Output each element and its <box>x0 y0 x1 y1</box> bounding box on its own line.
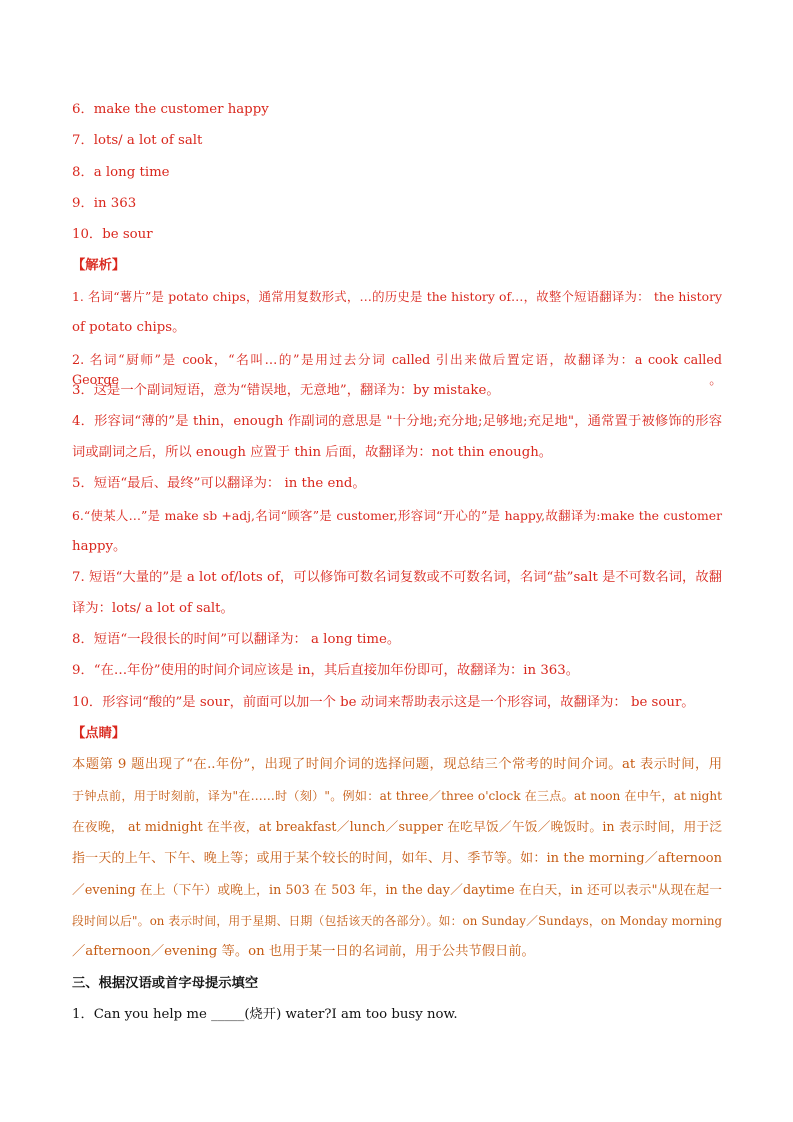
analysis-line: 10．形容词“酸的”是 sour，前面可以加一个 be 动词来帮助表示这是一个形容词，故翻译为： be sour。 <box>72 695 695 710</box>
tips-line: ／evening 在上（下午）或晚上，in 503 在 503 年，in the day／daytime 在白天，in 还可以表示"从现在起一 <box>72 882 722 897</box>
analysis-line: 4．形容词“薄的”是 thin，enough 作副词的意思是 "十分地;充分地;足够地;充足地"，通常置于被修饰的形容 <box>72 414 722 429</box>
question-item: 1．Can you help me _____(烧开) water?I am too busy now. <box>72 1007 458 1022</box>
answer-line: 6．make the customer happy <box>72 102 269 117</box>
analysis-line: 6.“使某人…”是 make sb +adj,名词“顾客”是 customer,形容词“开心的”是 happy,故翻译为:make the customer <box>72 508 722 523</box>
analysis-line: 9．“在…年份”使用的时间介词应该是 in，其后直接加年份即可，故翻译为：in 363。 <box>72 663 580 678</box>
tips-heading: 【点睛】 <box>72 726 126 741</box>
tips-line: 在夜晚， at midnight 在半夜，at breakfast／lunch／supper 在吃早饭／午饭／晚饭时。in 表示时间，用于泛 <box>72 819 722 834</box>
analysis-line: 3．这是一个副词短语，意为“错误地，无意地”，翻译为：by mistake。 <box>72 383 500 398</box>
section-title: 三、根据汉语或首字母提示填空 <box>72 976 259 991</box>
tips-line: 本题第 9 题出现了“在..年份”，出现了时间介词的选择问题，现总结三个常考的时间介词。at 表示时间，用 <box>72 757 722 772</box>
analysis-heading: 【解析】 <box>72 258 126 273</box>
analysis-line: of potato chips。 <box>72 320 186 335</box>
tips-line: 指一天的上午、下午、晚上等；或用于某个较长的时间，如年、月、季节等。如：in the morning／afternoon <box>72 851 722 866</box>
analysis-line: 词或副词之后，所以 enough 应置于 thin 后面，故翻译为：not thin enough。 <box>72 445 553 460</box>
answer-line: 7．lots/ a lot of salt <box>72 133 203 148</box>
analysis-line: 8．短语“一段很长的时间”可以翻译为： a long time。 <box>72 632 401 647</box>
tips-line: 于钟点前，用于时刻前，译为"在……时（刻）"。例如：at three／three o'clock 在三点。at noon 在中午，at night <box>72 789 722 803</box>
analysis-line: happy。 <box>72 539 127 554</box>
analysis-line: 译为：lots/ a lot of salt。 <box>72 601 234 616</box>
answer-line: 9．in 363 <box>72 196 137 211</box>
analysis-line: 2. 名词“厨师”是 cook，“名叫…的”是用过去分词 called 引出来做后置定语，故翻译为：a cook called George。 <box>72 352 722 387</box>
analysis-line: 7. 短语“大量的”是 a lot of/lots of，可以修饰可数名词复数或不可数名词，名词“盐”salt 是不可数名词，故翻 <box>72 570 722 585</box>
tips-line: 段时间以后"。on 表示时间，用于星期、日期（包括该天的各部分）。如：on Sunday／Sundays，on Monday morning <box>72 914 722 928</box>
analysis-line: 1. 名词“薯片”是 potato chips，通常用复数形式，…的历史是 the history of…，故整个短语翻译为： the history <box>72 289 722 304</box>
answer-line: 10．be sour <box>72 227 153 242</box>
analysis-line: 5．短语“最后、最终”可以翻译为： in the end。 <box>72 476 366 491</box>
answer-line: 8．a long time <box>72 165 170 180</box>
tips-line: ／afternoon／evening 等。on 也用于某一日的名词前，用于公共节假日前。 <box>72 944 535 959</box>
